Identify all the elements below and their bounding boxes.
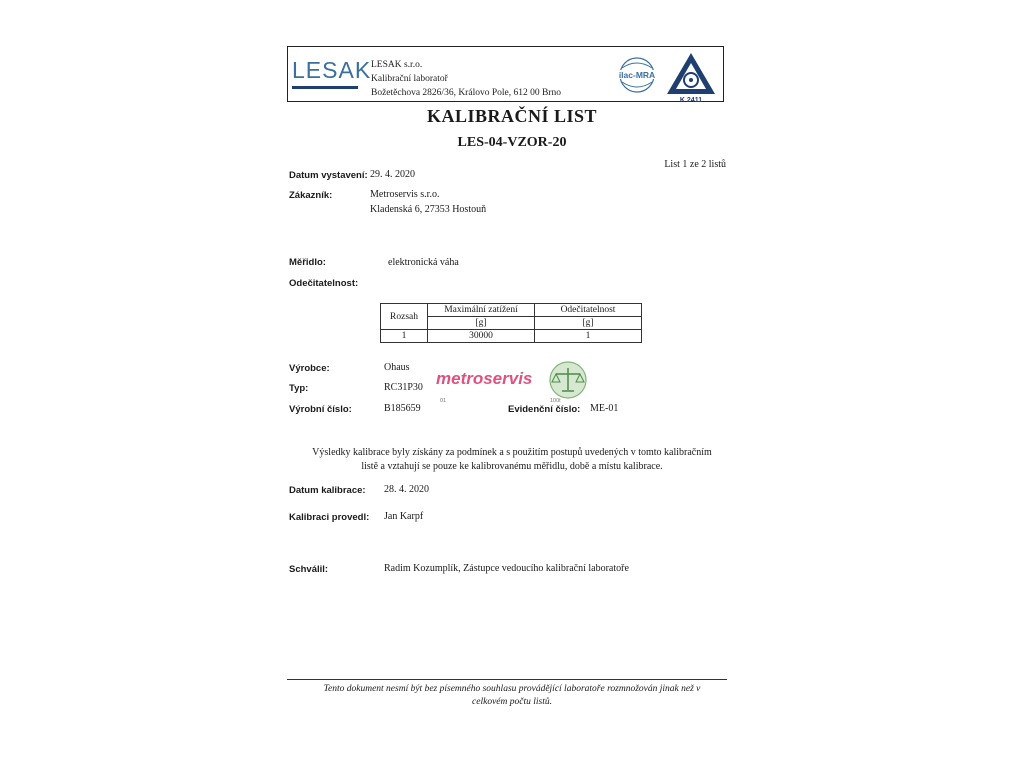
serial-value: B185659 — [384, 403, 421, 414]
footer-line-1: Tento dokument nesmí být bez písemného souhlasu provádějící laboratoře rozmnožován jinak než v — [323, 684, 701, 694]
calibrated-by-label: Kalibraci provedl: — [289, 512, 370, 523]
serial-label: Výrobní číslo: — [289, 404, 352, 415]
type-label: Typ: — [289, 383, 309, 394]
document-number: LES-04-VZOR-20 — [457, 135, 567, 150]
lab-name: Kalibrační laboratoř — [371, 74, 448, 84]
calibrated-by-value: Jan Karpf — [384, 511, 424, 522]
stamp-text: metroservis — [436, 369, 533, 388]
registration-value: ME-01 — [590, 403, 619, 414]
customer-label: Zákazník: — [289, 190, 333, 201]
statement-line-2: listě a vztahují se pouze ke kalibrovanému měřidlu, době a místu kalibrace. — [361, 461, 663, 472]
company-address: Božetěchova 2826/36, Královo Pole, 612 00 Brno — [371, 88, 561, 98]
customer-name: Metroservis s.r.o. — [370, 189, 440, 200]
stamp-small-left: 01 — [440, 398, 447, 404]
table-cell-max-load: 30000 — [428, 330, 535, 343]
document-title: KALIBRAČNÍ LIST — [426, 106, 598, 126]
table-header-max-load: Maximální zatížení — [428, 304, 535, 317]
ilac-logo-text: ilac-MRA — [618, 70, 656, 80]
approved-value: Radim Kozumplík, Zástupce vedoucího kalibrační laboratoře — [384, 563, 629, 574]
manufacturer-label: Výrobce: — [289, 363, 330, 374]
instrument-label: Měřidlo: — [289, 257, 326, 268]
table-header-row — [381, 304, 642, 317]
table-unit-max-load: [g] — [428, 317, 535, 330]
calibration-date-value: 28. 4. 2020 — [384, 484, 429, 495]
lesak-logo-underline — [292, 86, 358, 89]
readability-table — [380, 303, 642, 343]
ilac-mra-logo — [612, 54, 662, 96]
table-header-range: Rozsah — [381, 304, 428, 330]
stamp-small-right: 100t — [550, 398, 561, 404]
lesak-logo-text: LESAK — [292, 57, 372, 83]
company-name: LESAK s.r.o. — [371, 60, 423, 70]
accreditation-number: K 2411 — [679, 97, 703, 104]
readability-label: Odečitatelnost: — [289, 278, 359, 289]
table-header-readability: Odečitatelnost — [535, 304, 642, 317]
statement-line-1: Výsledky kalibrace byly získány za podmínek a s použitím postupů uvedených v tomto kalibračním — [312, 447, 712, 458]
calibration-date-label: Datum kalibrace: — [289, 485, 366, 496]
manufacturer-value: Ohaus — [384, 362, 410, 373]
approved-label: Schválil: — [289, 564, 329, 575]
cai-accreditation-logo — [664, 50, 718, 104]
instrument-value: elektronická váha — [388, 257, 459, 268]
lesak-logo — [292, 57, 372, 94]
footer-line-2: celkovém počtu listů. — [472, 697, 552, 707]
table-row — [381, 330, 642, 343]
issue-date-value: 29. 4. 2020 — [370, 169, 415, 180]
footer-divider — [287, 679, 727, 680]
table-cell-range: 1 — [381, 330, 428, 343]
registration-label: Evidenční číslo: — [508, 404, 581, 415]
issue-date-label: Datum vystavení: — [289, 170, 368, 181]
customer-address: Kladenská 6, 27353 Hostouň — [370, 204, 487, 215]
table-unit-readability: [g] — [535, 317, 642, 330]
metroservis-stamp — [432, 360, 592, 410]
table-cell-readability: 1 — [535, 330, 642, 343]
type-value: RC31P30 — [384, 382, 423, 393]
page-count: List 1 ze 2 listů — [664, 159, 726, 170]
